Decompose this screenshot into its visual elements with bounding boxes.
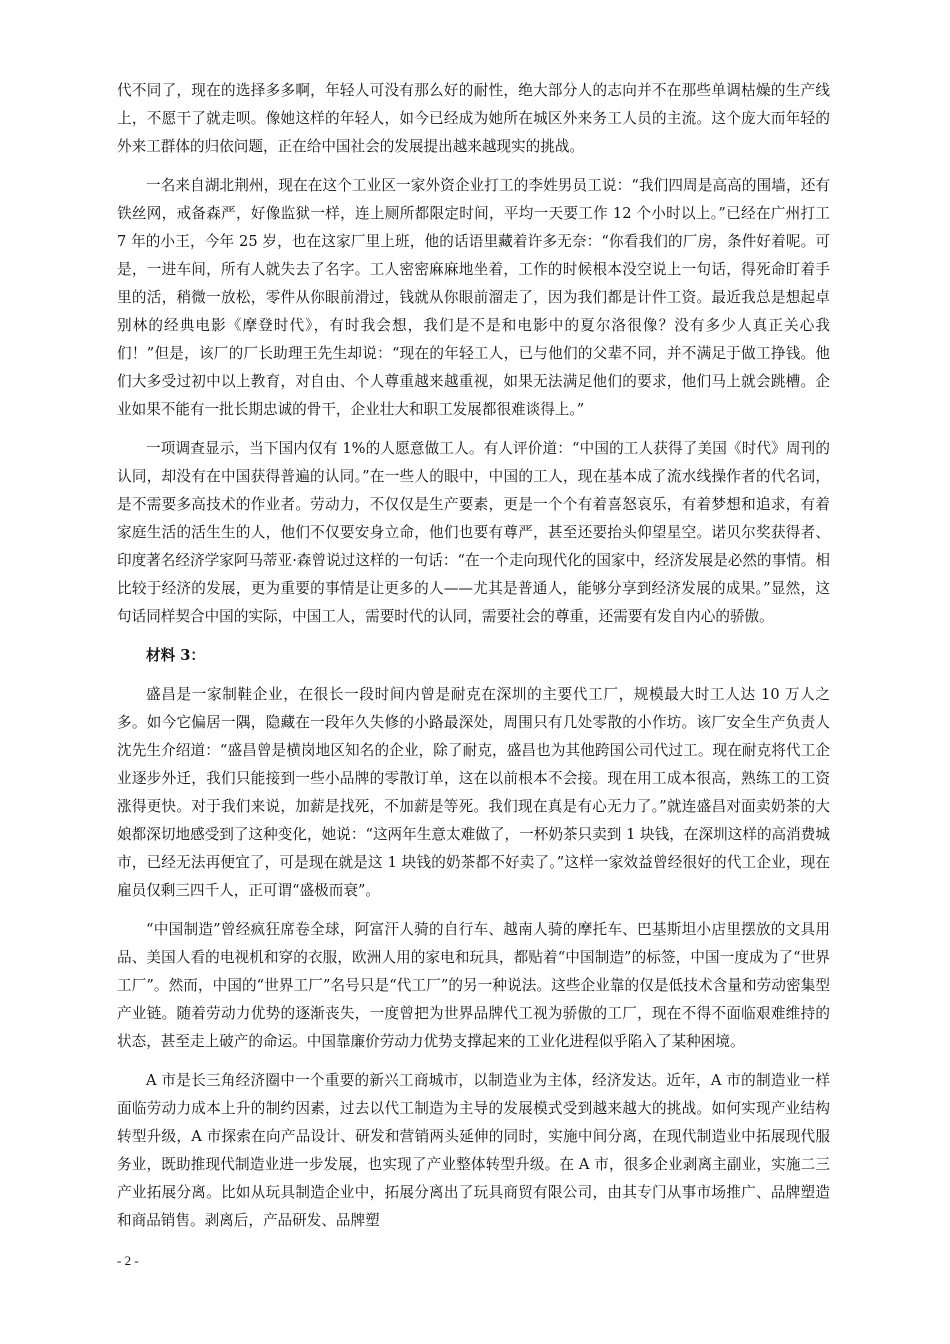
document-body bbox=[117, 77, 830, 1246]
paragraph-5: “中国制造”曾经疯狂席卷全球，阿富汗人骑的自行车、越南人骑的摩托车、巴基斯坦小店里摆放的文具用品、美国人看的电视机和穿的衣服，欧洲人用的家电和玩具，都贴着“中国制造”的标签，中国一度成为了“世界工厂”。然而，中国的“世界工厂”名号只是“代工厂”的另一种说法。这些企业靠的仅是低技术含量和劳动密集型产业链。随着劳动力优势的逐渐丧失，一度曾把为世界品牌代工视为骄傲的工厂，现在不得不面临艰难维持的状态，甚至走上破产的命运。中国靠廉价劳动力优势支撑起来的工业化进程似乎陷入了某种困境。 bbox=[117, 921, 830, 1050]
page-number: - 2 - bbox=[117, 1253, 139, 1268]
paragraph-2: 一名来自湖北荆州，现在在这个工业区一家外资企业打工的李姓男员工说：“我们四周是高高的围墙，还有铁丝网，戒备森严，好像监狱一样，连上厕所都限定时间，平均一天要工作 12 个小时以上。”已经在广州打工 7 年的小王，今年 25 岁，也在这家厂里上班，他的话语里藏着许多无奈：“你看我们的厂房，条件好着呢。可是，一进车间，所有人就失去了名字。工人密密麻麻地坐着，工作的时候根本没空说上一句话，得死命盯着手里的活，稍微一放松，零件从你眼前滑过，钱就从你眼前溜走了，因为我们都是计件工资。最近我总是想起卓别林的经典电影《摩登时代》，有时我会想，我们是不是和电影中的夏尔洛很像？没有多少人真正关心我们！”但是，该厂的厂长助理王先生却说：“现在的年轻工人，已与他们的父辈不同，并不满足于做工挣钱。他们大多受过初中以上教育，对自由、个人尊重越来越重视，如果无法满足他们的要求，他们马上就会跳槽。企业如果不能有一批长期忠诚的骨干，企业壮大和职工发展都很难谈得上。” bbox=[117, 177, 830, 418]
paragraph-6: A 市是长三角经济圈中一个重要的新兴工商城市，以制造业为主体，经济发达。近年，A 市的制造业一样面临劳动力成本上升的制约因素，过去以代工制造为主导的发展模式受到越来越大的挑战。如何实现产业结构转型升级，A 市探索在向产品设计、研发和营销两头延伸的同时，实施中间分离，在现代制造业中拓展现代服务业，既助推现代制造业进一步发展，也实现了产业整体转型升级。在 A 市，很多企业剥离主副业，实施二三产业拓展分离。比如从玩具制造企业中，拓展分离出了玩具商贸有限公司，由其专门从事市场推广、品牌塑造和商品销售。剥离后，产品研发、品牌塑 bbox=[117, 1072, 830, 1229]
paragraph-1: 代不同了，现在的选择多多啊，年轻人可没有那么好的耐性，绝大部分人的志向并不在那些单调枯燥的生产线上，不愿干了就走呗。像她这样的年轻人，如今已经成为她所在城区外来务工人员的主流。这个庞大而年轻的外来工群体的归依问题，正在给中国社会的发展提出越来越现实的挑战。 bbox=[117, 82, 830, 155]
paragraph-4: 盛昌是一家制鞋企业，在很长一段时间内曾是耐克在深圳的主要代工厂，规模最大时工人达 10 万人之多。如今它偏居一隅，隐藏在一段年久失修的小路最深处，周围只有几处零散的小作坊。该厂安全生产负责人沈先生介绍道：“盛昌曾是横岗地区知名的企业，除了耐克，盛昌也为其他跨国公司代过工。现在耐克将代工企业逐步外迁，我们只能接到一些小品牌的零散订单，这在以前根本不会接。现在用工成本很高，熟练工的工资涨得更快。对于我们来说，加薪是找死，不加薪是等死。我们现在真是有心无力了。”就连盛昌对面卖奶茶的大娘都深切地感受到了这种变化，她说：“这两年生意太难做了，一杯奶茶只卖到 1 块钱，在深圳这样的高消费城市，已经无法再便宜了，可是现在就是这 1 块钱的奶茶都不好卖了。”这样一家效益曾经很好的代工企业，现在雇员仅剩三四千人，正可谓“盛极而衰”。 bbox=[117, 686, 830, 899]
paragraph-3: 一项调查显示，当下国内仅有 1%的人愿意做工人。有人评价道：“中国的工人获得了美国《时代》周刊的认同，却没有在中国获得普遍的认同。”在一些人的眼中，中国的工人，现在基本成了流水线操作者的代名词，是不需要多高技术的作业者。劳动力，不仅仅是生产要素，更是一个个有着喜怒哀乐，有着梦想和追求，有着家庭生活的活生生的人，他们不仅要安身立命，他们也要有尊严，甚至还要抬头仰望星空。诺贝尔奖获得者、印度著名经济学家阿马蒂亚·森曾说过这样的一句话：“在一个走向现代化的国家中，经济发展是必然的事情。相比较于经济的发展，更为重要的事情是让更多的人——尤其是普通人，能够分享到经济发展的成果。”显然，这句话同样契合中国的实际，中国工人，需要时代的认同，需要社会的尊重，还需要有发自内心的骄傲。 bbox=[117, 440, 830, 625]
section-heading-material-3: 材料 3： bbox=[146, 647, 206, 664]
